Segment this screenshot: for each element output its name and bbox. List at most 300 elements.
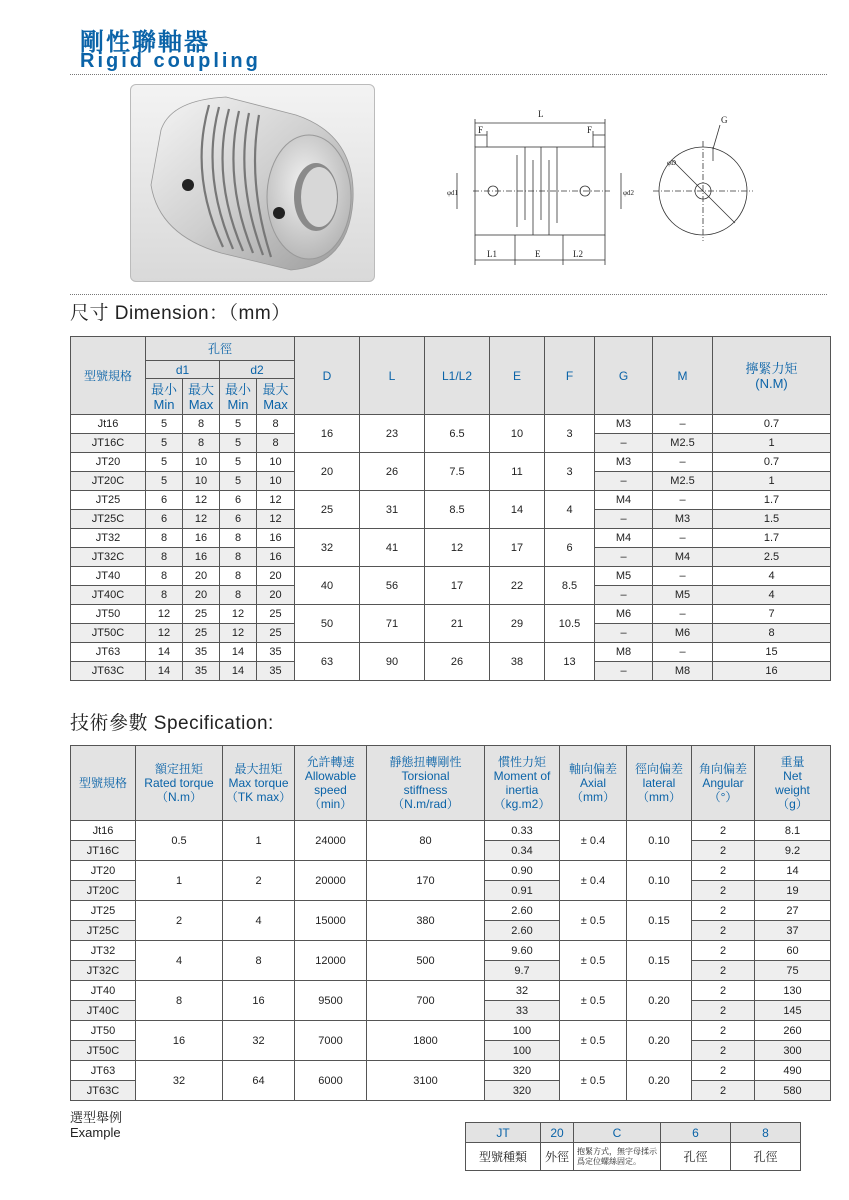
cell: 27 (755, 901, 831, 921)
cell-merged: 10 (490, 415, 545, 453)
cell-merged: 4 (223, 901, 295, 941)
cell-merged: 0.10 (627, 821, 692, 861)
cell: JT16C (71, 841, 136, 861)
cell-merged: 380 (367, 901, 485, 941)
cell: 32 (485, 981, 560, 1001)
cell-merged: 8 (223, 941, 295, 981)
cell-merged: 12 (425, 529, 490, 567)
cell-merged: 40 (295, 567, 360, 605)
table-row (71, 1061, 831, 1081)
cell-merged: ± 0.4 (560, 861, 627, 901)
cell: 1.7 (713, 529, 831, 548)
cell: JT40 (71, 567, 146, 586)
cell: 2 (692, 821, 755, 841)
specification-table (70, 745, 831, 1101)
cell: 300 (755, 1041, 831, 1061)
header-speed-line: （min） (308, 797, 353, 811)
cell: JT63C (71, 662, 146, 681)
cell: 14 (146, 643, 183, 662)
cell: 8 (713, 624, 831, 643)
header-axial-line: （mm） (571, 790, 615, 804)
cell-merged: 3100 (367, 1061, 485, 1101)
cell: 0.34 (485, 841, 560, 861)
cell: 260 (755, 1021, 831, 1041)
cell: 1.5 (713, 510, 831, 529)
cell: Jt16 (71, 821, 136, 841)
cell-merged: 7000 (295, 1021, 367, 1061)
cell: 35 (183, 662, 220, 681)
cell: 10 (183, 472, 220, 491)
cell-merged: 9500 (295, 981, 367, 1021)
cell: 2 (692, 861, 755, 881)
cell: 12 (220, 605, 257, 624)
cell-merged: 3 (545, 415, 595, 453)
header-min (220, 379, 257, 415)
cell: 10 (257, 472, 295, 491)
cell-merged: ± 0.5 (560, 941, 627, 981)
header-rated (136, 746, 223, 821)
dimension-table (70, 336, 831, 681)
table-row (71, 415, 831, 434)
cell: 8 (257, 434, 295, 453)
cell-merged: 6000 (295, 1061, 367, 1101)
header-E: E (490, 337, 545, 415)
cell: 33 (485, 1001, 560, 1021)
cell-merged: 32 (136, 1061, 223, 1101)
cell-merged: 0.15 (627, 901, 692, 941)
cell-merged: 32 (295, 529, 360, 567)
cell: 8 (220, 548, 257, 567)
cell: 5 (146, 434, 183, 453)
cell: – (595, 586, 653, 605)
cell-merged: 1 (136, 861, 223, 901)
cell: JT20C (71, 881, 136, 901)
cell: 12 (257, 491, 295, 510)
cell-merged: 6 (545, 529, 595, 567)
cell: 14 (220, 662, 257, 681)
cell: JT63C (71, 1081, 136, 1101)
cell: 8 (146, 548, 183, 567)
cell: 12 (257, 510, 295, 529)
cell: 16 (183, 529, 220, 548)
cell: 15 (713, 643, 831, 662)
cell-merged: 2 (223, 861, 295, 901)
cell-merged: 700 (367, 981, 485, 1021)
cell: 8 (183, 415, 220, 434)
header-min-en: Min (153, 396, 175, 412)
cell-merged: 56 (360, 567, 425, 605)
header-weight-line: weight (775, 783, 810, 797)
cell: 2 (692, 921, 755, 941)
header-max-en: Max (263, 396, 288, 412)
label-D: φD (667, 159, 677, 167)
header-speed-line: speed (314, 783, 347, 797)
cell: 2 (692, 1061, 755, 1081)
cell: JT25 (71, 491, 146, 510)
cell: M3 (653, 510, 713, 529)
cell: 130 (755, 981, 831, 1001)
cell: – (595, 472, 653, 491)
label-F-left: F (478, 125, 484, 135)
label-F-right: F (587, 125, 593, 135)
header-weight-line: （g） (777, 797, 808, 811)
table-row (71, 567, 831, 586)
cell: 16 (257, 529, 295, 548)
header-max-cn: 最大 (187, 381, 214, 397)
cell: 2 (692, 981, 755, 1001)
cell: M6 (653, 624, 713, 643)
header-angular-line: 角向偏差 (698, 762, 747, 776)
cell: – (653, 567, 713, 586)
cell-merged: 1 (223, 821, 295, 861)
cell: 2 (692, 1081, 755, 1101)
cell-merged: 8 (136, 981, 223, 1021)
cell-merged: 6.5 (425, 415, 490, 453)
example-code: 20 (541, 1123, 574, 1143)
cell-merged: 0.20 (627, 981, 692, 1021)
header-inertia-line: inertia (505, 783, 539, 797)
header-F: F (545, 337, 595, 415)
cell: JT50 (71, 1021, 136, 1041)
cell: 6 (146, 491, 183, 510)
cell: 20 (257, 567, 295, 586)
cell: 1 (713, 434, 831, 453)
cell: JT25C (71, 921, 136, 941)
cell-merged: 24000 (295, 821, 367, 861)
cell-merged: 4 (136, 941, 223, 981)
cell: 0.91 (485, 881, 560, 901)
header-max-line: （TK max） (225, 790, 292, 804)
technical-drawing (445, 105, 765, 270)
cell: 5 (220, 415, 257, 434)
cell: JT50C (71, 624, 146, 643)
table-row (71, 941, 831, 961)
cell-merged: 500 (367, 941, 485, 981)
cell: 0.33 (485, 821, 560, 841)
cell: JT32C (71, 548, 146, 567)
cell: 37 (755, 921, 831, 941)
cell-merged: ± 0.5 (560, 901, 627, 941)
cell: 580 (755, 1081, 831, 1101)
header-axial-line: Axial (579, 776, 606, 790)
cell: 6 (220, 491, 257, 510)
label-L1: L1 (487, 249, 497, 259)
cell-merged: 25 (295, 491, 360, 529)
cell: 8 (146, 567, 183, 586)
cell: M8 (595, 643, 653, 662)
cell: 2 (692, 841, 755, 861)
header-axial-line: 軸向偏差 (568, 762, 617, 776)
cell: – (595, 510, 653, 529)
cell: 25 (183, 624, 220, 643)
header-inertia-line: （kg.m2） (493, 797, 551, 811)
header-inertia (485, 746, 560, 821)
example-code: 6 (661, 1123, 731, 1143)
header-lateral (627, 746, 692, 821)
cell: JT25C (71, 510, 146, 529)
page-title-en: Rigid coupling (80, 50, 261, 72)
cell: 320 (485, 1081, 560, 1101)
cell: 490 (755, 1061, 831, 1081)
cell: – (653, 453, 713, 472)
header-stiff-line: （N.m/rad） (392, 797, 459, 811)
cell: 1.7 (713, 491, 831, 510)
cell: 14 (755, 861, 831, 881)
cell: M6 (595, 605, 653, 624)
cell: 5 (146, 472, 183, 491)
header-M: M (653, 337, 713, 415)
cell-merged: 10.5 (545, 605, 595, 643)
header-stiff-line: 靜態扭轉剛性 (389, 755, 462, 769)
cell-merged: 0.20 (627, 1021, 692, 1061)
header-L: L (360, 337, 425, 415)
cell: 16 (713, 662, 831, 681)
cell: 7 (713, 605, 831, 624)
cell: JT50C (71, 1041, 136, 1061)
divider (70, 294, 827, 295)
cell-merged: 64 (223, 1061, 295, 1101)
cell: 2.60 (485, 901, 560, 921)
cell: 8.1 (755, 821, 831, 841)
cell-merged: 16 (223, 981, 295, 1021)
label-G: G (721, 115, 728, 125)
cell-merged: 71 (360, 605, 425, 643)
header-inertia-line: 慣性力矩 (497, 755, 546, 769)
cell-merged: ± 0.5 (560, 981, 627, 1021)
header-min-cn: 最小 (150, 381, 177, 397)
cell: 2 (692, 1041, 755, 1061)
cell-merged: 13 (545, 643, 595, 681)
header-lateral-line: 徑向偏差 (634, 762, 683, 776)
header-speed (295, 746, 367, 821)
label-d2: φd2 (623, 189, 635, 197)
header-weight-line: Net (783, 769, 802, 783)
header-G: G (595, 337, 653, 415)
cell: 16 (257, 548, 295, 567)
cell: 20 (183, 567, 220, 586)
cell: 6 (146, 510, 183, 529)
cell: 25 (183, 605, 220, 624)
header-d1: d1 (146, 361, 220, 379)
cell: 12 (183, 510, 220, 529)
cell: 20 (183, 586, 220, 605)
cell-merged: 1800 (367, 1021, 485, 1061)
example-table (465, 1122, 801, 1171)
table-row (71, 1021, 831, 1041)
header-angular (692, 746, 755, 821)
cell-merged: 16 (295, 415, 360, 453)
cell: 12 (183, 491, 220, 510)
label-L: L (538, 109, 544, 119)
cell: 4 (713, 567, 831, 586)
cell: 35 (257, 662, 295, 681)
cell: – (653, 491, 713, 510)
header-angular-line: Angular (702, 776, 744, 790)
header-max (257, 379, 295, 415)
cell: M4 (653, 548, 713, 567)
cell: 145 (755, 1001, 831, 1021)
header-max-en: Max (188, 396, 214, 412)
cell: 9.2 (755, 841, 831, 861)
cell: 2 (692, 941, 755, 961)
cell: M5 (595, 567, 653, 586)
cell: JT20C (71, 472, 146, 491)
table-row (71, 821, 831, 841)
table-row (71, 981, 831, 1001)
cell-merged: 26 (360, 453, 425, 491)
header-D: D (295, 337, 360, 415)
table-row (71, 605, 831, 624)
header-max (223, 746, 295, 821)
example-label: 選型舉例 Example (70, 1110, 123, 1140)
example-meaning: 型號種類 (466, 1143, 541, 1171)
cell-merged: 15000 (295, 901, 367, 941)
cell: 2 (692, 881, 755, 901)
cell: 19 (755, 881, 831, 901)
table-row (71, 453, 831, 472)
cell: 5 (220, 434, 257, 453)
example-meaning: 孔徑 (661, 1143, 731, 1171)
cell: – (653, 529, 713, 548)
cell: M2.5 (653, 434, 713, 453)
header-max-line: 最大扭矩 (234, 762, 283, 776)
cell: JT32 (71, 529, 146, 548)
header-max-line: Max torque (228, 776, 289, 790)
header-rated-line: （N.m） (156, 790, 202, 804)
cell-merged: 41 (360, 529, 425, 567)
header-bore: 孔徑 (146, 337, 295, 361)
cell: JT50 (71, 605, 146, 624)
cell: 8 (146, 586, 183, 605)
cell-merged: 170 (367, 861, 485, 901)
cell-merged: 80 (367, 821, 485, 861)
cell: 8 (257, 415, 295, 434)
dimension-heading: 尺寸 Dimension：（mm） (70, 303, 291, 324)
cell-merged: 17 (425, 567, 490, 605)
header-weight (755, 746, 831, 821)
label-d1: φd1 (447, 189, 459, 197)
header-L1L2: L1/L2 (425, 337, 490, 415)
cell-merged: 8.5 (425, 491, 490, 529)
label-L2: L2 (573, 249, 583, 259)
cell: Jt16 (71, 415, 146, 434)
cell: 12 (146, 605, 183, 624)
cell-merged: 3 (545, 453, 595, 491)
table-row (71, 861, 831, 881)
label-E: E (535, 249, 541, 259)
cell: 25 (257, 605, 295, 624)
header-speed-line: Allowable (304, 769, 357, 783)
cell: JT32C (71, 961, 136, 981)
cell-merged: 0.20 (627, 1061, 692, 1101)
cell-merged: 8.5 (545, 567, 595, 605)
cell: 9.60 (485, 941, 560, 961)
cell: JT20 (71, 861, 136, 881)
cell: – (595, 624, 653, 643)
cell: 5 (220, 472, 257, 491)
cell: JT25 (71, 901, 136, 921)
cell: – (653, 605, 713, 624)
header-axial (560, 746, 627, 821)
cell: 2 (692, 1001, 755, 1021)
cell-merged: 12000 (295, 941, 367, 981)
header-rated-line: Rated torque (144, 776, 214, 790)
cell: 6 (220, 510, 257, 529)
specification-heading: 技術參數 Specification: (70, 713, 274, 734)
cell-merged: 26 (425, 643, 490, 681)
page-title-cn: 剛性聯軸器 (80, 29, 210, 56)
cell: 5 (220, 453, 257, 472)
header-stiff (367, 746, 485, 821)
cell: 8 (220, 567, 257, 586)
cell: M2.5 (653, 472, 713, 491)
cell: 9.7 (485, 961, 560, 981)
cell-merged: 63 (295, 643, 360, 681)
cell: JT20 (71, 453, 146, 472)
cell: JT40C (71, 586, 146, 605)
cell: 12 (146, 624, 183, 643)
cell: 2.60 (485, 921, 560, 941)
cell: 4 (713, 586, 831, 605)
cell: 14 (146, 662, 183, 681)
cell-merged: 32 (223, 1021, 295, 1061)
cell: – (653, 415, 713, 434)
header-torque: 擰緊力矩 (N.M) (713, 337, 831, 415)
cell: JT40 (71, 981, 136, 1001)
example-code: 8 (731, 1123, 801, 1143)
cell: 0.7 (713, 415, 831, 434)
cell-merged: 7.5 (425, 453, 490, 491)
cell-merged: ± 0.4 (560, 821, 627, 861)
header-d2: d2 (220, 361, 295, 379)
header-lateral-line: lateral (642, 776, 676, 790)
cell: 8 (146, 529, 183, 548)
header-model: 型號規格 (71, 337, 146, 415)
cell-merged: 14 (490, 491, 545, 529)
cell-merged: 50 (295, 605, 360, 643)
cell-merged: 38 (490, 643, 545, 681)
cell-merged: 29 (490, 605, 545, 643)
cell: – (595, 662, 653, 681)
cell: 100 (485, 1021, 560, 1041)
cell: – (595, 548, 653, 567)
example-code: JT (466, 1123, 541, 1143)
product-photo (130, 84, 375, 282)
cell: 75 (755, 961, 831, 981)
cell: 2 (692, 961, 755, 981)
cell: M3 (595, 453, 653, 472)
cell: JT40C (71, 1001, 136, 1021)
cell-merged: 16 (136, 1021, 223, 1061)
header-stiff-line: stiffness (403, 783, 448, 797)
cell: JT63 (71, 1061, 136, 1081)
cell: 8 (183, 434, 220, 453)
cell: M4 (595, 491, 653, 510)
table-row (71, 491, 831, 510)
cell: 2 (692, 901, 755, 921)
cell-merged: 20 (295, 453, 360, 491)
cell: M3 (595, 415, 653, 434)
cell: 14 (220, 643, 257, 662)
header-max (183, 379, 220, 415)
cell-merged: 23 (360, 415, 425, 453)
header-angular-line: （°） (708, 790, 738, 804)
divider (70, 74, 827, 75)
cell-merged: 0.15 (627, 941, 692, 981)
cell: 16 (183, 548, 220, 567)
cell: JT32 (71, 941, 136, 961)
cell: 0.7 (713, 453, 831, 472)
